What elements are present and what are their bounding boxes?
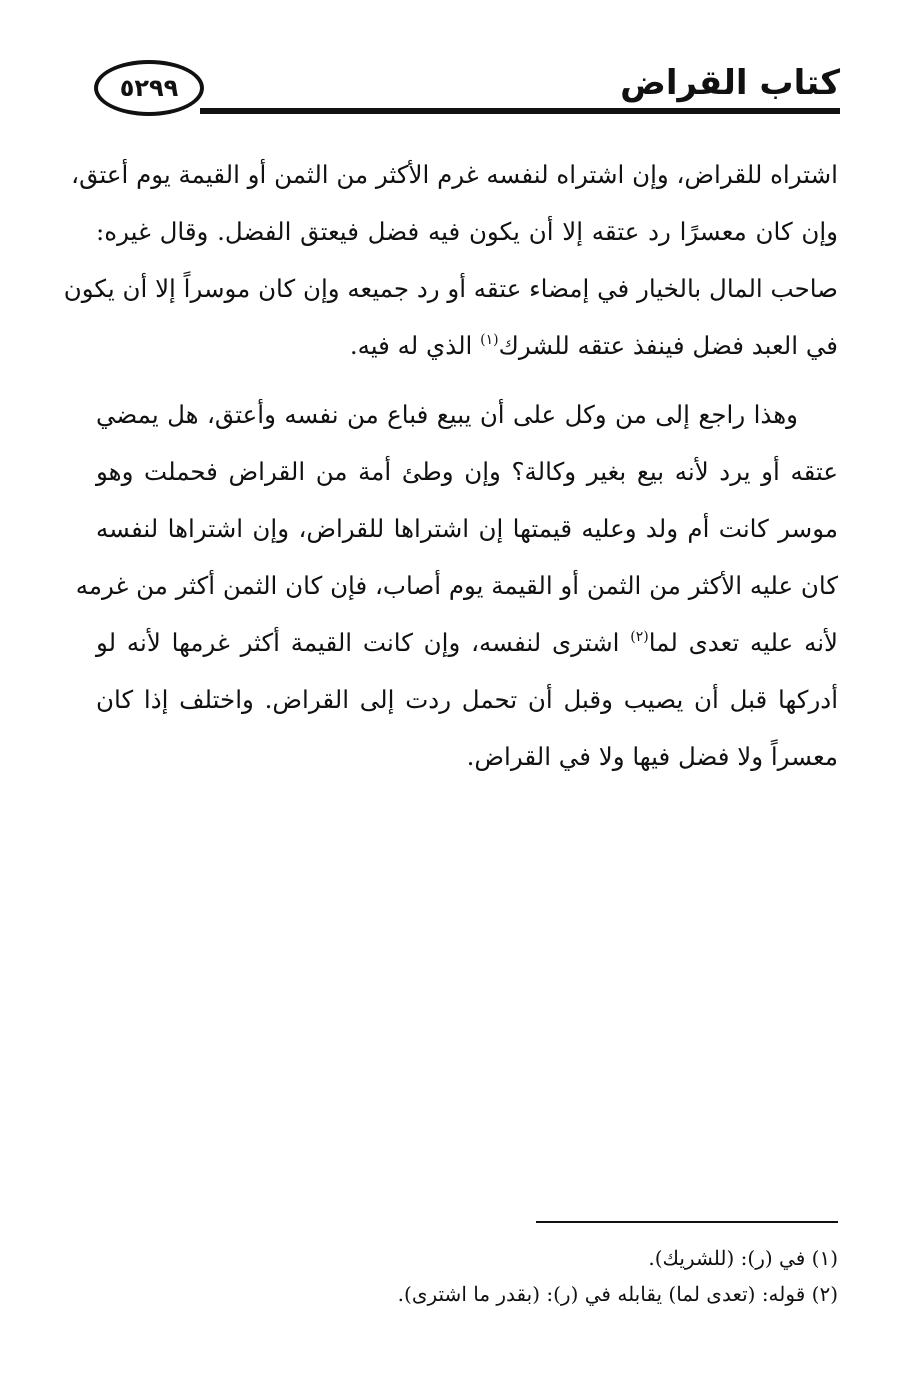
footnote-2: (٢) قوله: (تعدى لما) يقابله في (ر): (بقدر ما اشترى). (397, 1282, 838, 1306)
header-rule (200, 108, 840, 114)
text-line: موسر كانت أم ولد وعليه قيمتها إن اشتراها للقراض، وإن اشتراها لنفسه (96, 514, 838, 543)
text-line (96, 317, 838, 374)
text-segment: اشترى لنفسه، وإن كانت القيمة أكثر غرمها لأنه لو (96, 628, 620, 657)
text-line: عتقه أو يرد لأنه بيع بغير وكالة؟ وإن وطئ أمة من القراض فحملت وهو (96, 457, 838, 486)
page-number: ٥٢٩٩ (94, 60, 204, 116)
main-text (63, 146, 838, 797)
text-segment: الذي له فيه. (349, 331, 473, 360)
text-segment: لأنه عليه تعدى لما (648, 628, 838, 657)
footnote-marker-2[interactable]: (٢) (630, 629, 649, 645)
footnote-1: (١) في (ر): (للشريك). (648, 1246, 838, 1270)
text-line: كان عليه الأكثر من الثمن أو القيمة يوم أصاب، فإن كان الثمن أكثر من غرمه (75, 571, 838, 600)
footnote-separator (536, 1221, 838, 1223)
text-line: أدركها قبل أن يصيب وقبل أن تحمل ردت إلى القراض. واختلف إذا كان (96, 685, 838, 714)
paragraph-1 (63, 146, 838, 374)
text-line: صاحب المال بالخيار في إمضاء عتقه أو رد جميعه وإن كان موسراً إلا أن يكون (63, 274, 838, 303)
page-header (90, 58, 840, 122)
text-line: اشتراه للقراض، وإن اشتراه لنفسه غرم الأكثر من الثمن أو القيمة يوم أعتق، (71, 160, 838, 189)
footnote-marker-1[interactable]: (١) (480, 332, 499, 348)
text-line: وإن كان معسرًا رد عتقه إلا أن يكون فيه فضل فيعتق الفضل. وقال غيره: (96, 217, 838, 246)
footnotes (300, 1240, 838, 1312)
text-segment: في العبد فضل فينفذ عتقه للشرك (498, 331, 838, 360)
text-line (96, 614, 838, 671)
paragraph-2 (75, 386, 838, 785)
chapter-title: كتاب القراض (620, 63, 840, 103)
text-line: وهذا راجع إلى من وكل على أن يبيع فباع من نفسه وأعتق، هل يمضي (96, 400, 798, 429)
text-line: معسراً ولا فضل فيها ولا في القراض. (466, 742, 838, 771)
